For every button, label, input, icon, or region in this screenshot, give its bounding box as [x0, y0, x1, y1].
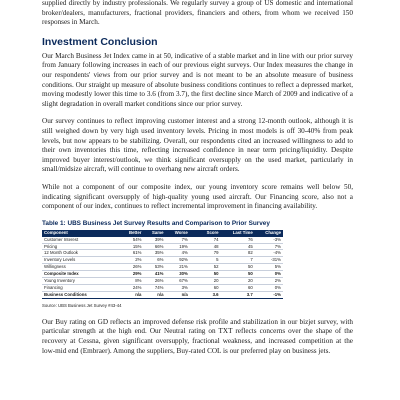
table-cell-same: 6% — [143, 257, 165, 264]
table-cell-same: 39% — [143, 237, 165, 243]
table-cell-last-time: 45 — [221, 243, 255, 250]
table-row — [42, 250, 283, 257]
table-cell-score: 60 — [198, 284, 221, 291]
section-heading: Investment Conclusion — [42, 35, 158, 48]
table-row — [42, 284, 283, 291]
table-cell-same: 41% — [143, 271, 165, 278]
table-cell-component: 12 Month Outlook — [42, 250, 120, 257]
table-cell-worse: 30% — [165, 271, 189, 278]
table-cell-same: 53% — [143, 264, 165, 271]
table-row — [42, 291, 283, 298]
table-cell-component: Customer Interest — [42, 237, 120, 243]
header-same: Same — [143, 230, 165, 237]
table-gap-cell — [190, 278, 198, 285]
header-component: Component — [42, 230, 120, 237]
body-paragraph: Our March Business Jet Index came in at 50, indicative of a stable market and in line with our prior survey from January following increases in each of our previous eight surveys. Our Index measures the change in our respondents' views from our prior survey and is not meant to be an absolute measure of business conditions. Our straight up measure of absolute business conditions continues to reflect a depressed market, moving modestly lower this time to 3.6 (from 3.7), the first decline since March of 2009 and indicative of a slight degradation in overall market conditions since our prior survey. — [42, 51, 353, 108]
closing-paragraph: Our Buy rating on GD reflects an improved defense risk profile and stabilization in our bizjet survey, with particular strength at the high end. Our Neutral rating on TXT reflects concerns over the shape of the recovery at Cessna, given significant oversupply, fractional weakness, and increased competition at the low-mid end (Embraer). Among the suppliers, Buy-rated COL is our preferred play on business jets. — [42, 317, 353, 355]
table-header-row — [42, 230, 283, 237]
table-cell-score: 50 — [198, 271, 221, 278]
table-cell-change: -3% — [255, 237, 283, 243]
table-cell-better: 29% — [120, 271, 143, 278]
table-cell-component: Inventory Levels — [42, 257, 120, 264]
header-change: Change — [255, 230, 283, 237]
table-cell-better: n/a — [120, 291, 143, 298]
table-cell-score: 3.6 — [198, 291, 221, 298]
table-caption: Table 1: UBS Business Jet Survey Results and Comparison to Prior Survey — [42, 219, 270, 227]
table-row — [42, 257, 283, 264]
table-cell-worse: 19% — [165, 243, 189, 250]
table-cell-score: 48 — [198, 243, 221, 250]
table-cell-change: 7% — [255, 243, 283, 250]
table-cell-better: 15% — [120, 243, 143, 250]
table-cell-change: 2% — [255, 278, 283, 285]
table-cell-change: -31% — [255, 257, 283, 264]
table-cell-component: Pricing — [42, 243, 120, 250]
table-cell-component: Willingness — [42, 264, 120, 271]
table-cell-change: -1% — [255, 291, 283, 298]
table-gap-cell — [190, 257, 198, 264]
table-cell-better: 8% — [120, 278, 143, 285]
table-cell-change: 5% — [255, 264, 283, 271]
body-paragraph: Our survey continues to reflect improving customer interest and a strong 12-month outlook, although it is still weighed down by very high used inventory levels. Pricing in most models is off 30-40% from peak levels, but now appears to be stabilizing. Overall, our respondents cited an increased willingness to add to their own inventories this time, reflecting increased confidence in near term pricing/liquidity. Despite improved buyer interest/outlook, we think significant oversupply on the used market, particularly in small/midsize aircraft, will continue to overhang new aircraft orders. — [42, 117, 353, 174]
table-cell-component: Business Conditions — [42, 291, 120, 298]
table-cell-score: 20 — [198, 278, 221, 285]
survey-results-table — [42, 230, 283, 299]
table-cell-last-time: 3.7 — [221, 291, 255, 298]
table-cell-worse: 92% — [165, 257, 189, 264]
header-worse: Worse — [165, 230, 189, 237]
table-cell-change: -4% — [255, 250, 283, 257]
table-cell-component: Financing — [42, 284, 120, 291]
table-cell-worse: 4% — [165, 250, 189, 257]
table-cell-last-time: 82 — [221, 250, 255, 257]
table-cell-component: Composite Index — [42, 271, 120, 278]
table-gap-cell — [190, 291, 198, 298]
table-cell-better: 26% — [120, 264, 143, 271]
table-gap-cell — [190, 250, 198, 257]
table-cell-change: 0% — [255, 284, 283, 291]
table-cell-last-time: 50 — [221, 271, 255, 278]
table-cell-same: 74% — [143, 284, 165, 291]
table-cell-same: 35% — [143, 250, 165, 257]
table-cell-score: 74 — [198, 237, 221, 243]
header-gap — [190, 230, 198, 237]
table-cell-last-time: 50 — [221, 264, 255, 271]
table-cell-score: 79 — [198, 250, 221, 257]
table-cell-same: 26% — [143, 278, 165, 285]
body-paragraph: While not a component of our composite index, our young inventory score remains well below 50, indicating significant oversupply of high-quality young used aircraft. Our Financing score, also not a component of our index, continues to reflect incremental improvement in financing availability. — [42, 182, 353, 211]
table-row — [42, 264, 283, 271]
table-source-note: Source: UBS Business Jet Survey #43-44 — [42, 302, 122, 308]
header-last-time: Last Time — [221, 230, 255, 237]
table-cell-component: Young Inventory — [42, 278, 120, 285]
table-row — [42, 243, 283, 250]
table-cell-same: 66% — [143, 243, 165, 250]
table-cell-same: n/a — [143, 291, 165, 298]
table-cell-worse: 3% — [165, 284, 189, 291]
table-cell-score: 52 — [198, 264, 221, 271]
table-cell-better: 61% — [120, 250, 143, 257]
table-cell-better: 2% — [120, 257, 143, 264]
table-gap-cell — [190, 271, 198, 278]
table-cell-better: 24% — [120, 284, 143, 291]
table-row — [42, 271, 283, 278]
table-cell-worse: 21% — [165, 264, 189, 271]
table-cell-better: 54% — [120, 237, 143, 243]
table-cell-worse: 67% — [165, 278, 189, 285]
intro-paragraph: supplied directly by industry professionals. We regularly survey a group of US domestic and international broker/dealers, manufacturers, fractional providers, financiers and others, from whom we received 150 responses in March. — [42, 0, 353, 27]
table-cell-score: 5 — [198, 257, 221, 264]
header-score: Score — [198, 230, 221, 237]
table-gap-cell — [190, 264, 198, 271]
table-cell-last-time: 20 — [221, 278, 255, 285]
table-cell-change: 0% — [255, 271, 283, 278]
table-cell-worse: 7% — [165, 237, 189, 243]
table-cell-last-time: 7 — [221, 257, 255, 264]
table-gap-cell — [190, 284, 198, 291]
table-gap-cell — [190, 243, 198, 250]
table-cell-worse: n/a — [165, 291, 189, 298]
table-row — [42, 278, 283, 285]
header-better: Better — [120, 230, 143, 237]
table-body — [42, 237, 283, 299]
table-cell-last-time: 76 — [221, 237, 255, 243]
table-cell-last-time: 60 — [221, 284, 255, 291]
